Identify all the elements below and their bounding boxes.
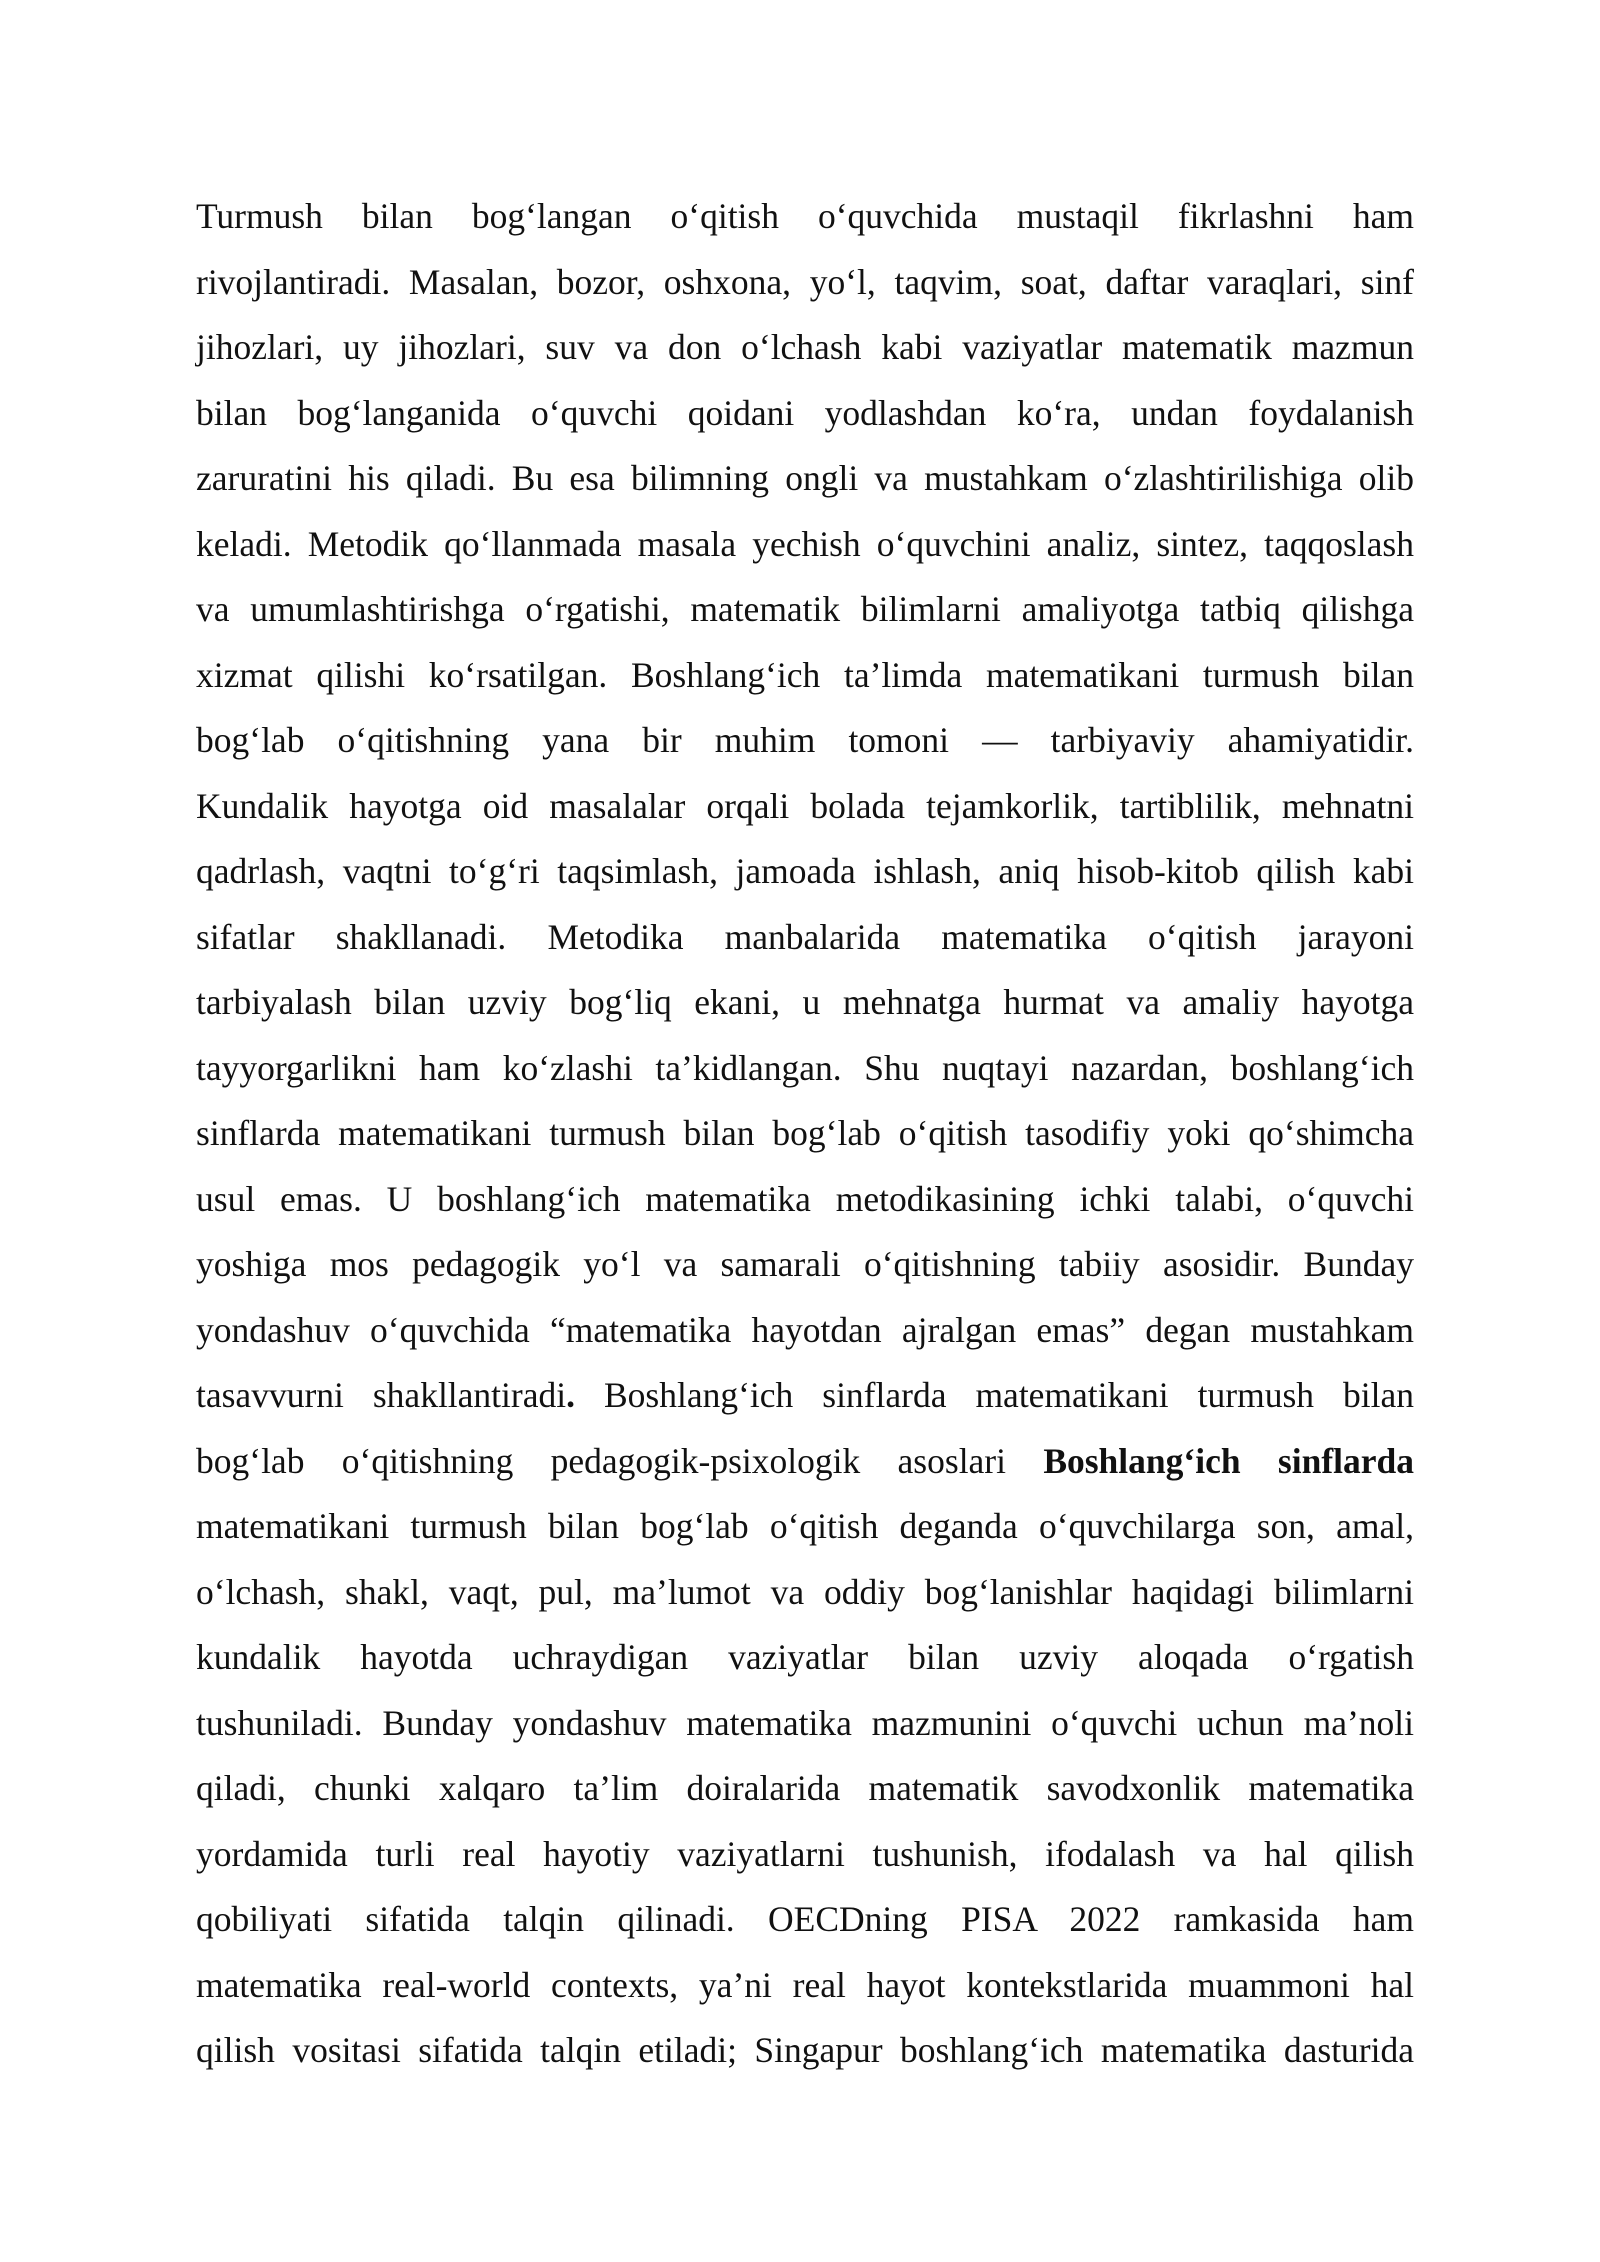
text-line: tushuniladi. Bunday yondashuv matematika mazmunini o‘quvchi uchun ma’noli <box>196 1702 1414 1743</box>
text-line: keladi. Metodik qo‘llanmada masala yechish o‘quvchini analiz, sintez, taqqoslash <box>196 523 1414 564</box>
text-line: yoshiga mos pedagogik yo‘l va samarali o‘qitishning tabiiy asosidir. Bunday <box>196 1244 1414 1284</box>
text-line: va umumlashtirishga o‘rgatishi, matematik bilimlarni amaliyotga tatbiq qilishga <box>196 589 1414 629</box>
text-line: bilan bog‘langanida o‘quvchi qoidani yodlashdan ko‘ra, undan foydalanish <box>196 392 1414 433</box>
text-line: matematikani turmush bilan bog‘lab o‘qitish deganda o‘quvchilarga son, amal, <box>196 1506 1414 1546</box>
text-line: o‘lchash, shakl, vaqt, pul, ma’lumot va oddiy bog‘lanishlar haqidagi bilimlarni <box>196 1571 1414 1612</box>
text-line <box>196 1429 1414 1495</box>
text-line: matematika real-world contexts, ya’ni real hayot kontekstlarida muammoni hal <box>196 1964 1414 2005</box>
text-line: kundalik hayotda uchraydigan vaziyatlar bilan uzviy aloqada o‘rgatish <box>196 1637 1414 1677</box>
line-segment: tasavvurni shakllantiradi <box>196 1375 567 1415</box>
text-line: usul emas. U boshlang‘ich matematika metodikasining ichki talabi, o‘quvchi <box>196 1178 1414 1219</box>
text-line: yordamida turli real hayotiy vaziyatlarni tushunish, ifodalash va hal qilish <box>196 1833 1414 1874</box>
line-segment: bog‘lab o‘qitishning pedagogik-psixologik asoslari <box>196 1440 1044 1481</box>
bold-period: . <box>566 1375 575 1415</box>
text-line: jihozlari, uy jihozlari, suv va don o‘lchash kabi vaziyatlar matematik mazmun <box>196 327 1414 367</box>
text-line: zaruratini his qiladi. Bu esa bilimning ongli va mustahkam o‘zlashtirilishiga olib <box>196 458 1414 498</box>
text-line: yondashuv o‘quvchida “matematika hayotdan ajralgan emas” degan mustahkam <box>196 1309 1414 1350</box>
text-line: qilish vositasi sifatida talqin etiladi; Singapur boshlang‘ich matematika dasturida <box>196 2030 1414 2070</box>
text-line: xizmat qilishi ko‘rsatilgan. Boshlang‘ich ta’limda matematikani turmush bilan <box>196 654 1414 695</box>
line-segment: Boshlang‘ich sinflarda matematikani turmush bilan <box>574 1375 1414 1415</box>
text-line: Turmush bilan bog‘langan o‘qitish o‘quvchida mustaqil fikrlashni ham <box>196 196 1414 236</box>
text-line <box>196 1363 1414 1429</box>
text-line: tayyorgarlikni ham ko‘zlashi ta’kidlangan. Shu nuqtayi nazardan, boshlang‘ich <box>196 1047 1414 1088</box>
text-line: tarbiyalash bilan uzviy bog‘liq ekani, u mehnatga hurmat va amaliy hayotga <box>196 982 1414 1022</box>
text-line: qobiliyati sifatida talqin qilinadi. OECDning PISA 2022 ramkasida ham <box>196 1899 1414 1939</box>
text-line: rivojlantiradi. Masalan, bozor, oshxona, yo‘l, taqvim, soat, daftar varaqlari, sinf <box>196 261 1414 302</box>
body-text <box>196 184 1414 2084</box>
text-line: qadrlash, vaqtni to‘g‘ri taqsimlash, jamoada ishlash, aniq hisob-kitob qilish kabi <box>196 851 1414 891</box>
bold-heading-phrase: Boshlang‘ich sinflarda <box>1043 1440 1415 1481</box>
text-line: sinflarda matematikani turmush bilan bog‘lab o‘qitish tasodifiy yoki qo‘shimcha <box>196 1113 1414 1153</box>
text-line: Kundalik hayotga oid masalalar orqali bolada tejamkorlik, tartiblilik, mehnatni <box>196 785 1414 826</box>
text-line: sifatlar shakllanadi. Metodika manbalarida matematika o‘qitish jarayoni <box>196 916 1414 957</box>
text-line: bog‘lab o‘qitishning yana bir muhim tomoni — tarbiyaviy ahamiyatidir. <box>196 720 1414 760</box>
text-line: qiladi, chunki xalqaro ta’lim doiralarida matematik savodxonlik matematika <box>196 1768 1414 1808</box>
